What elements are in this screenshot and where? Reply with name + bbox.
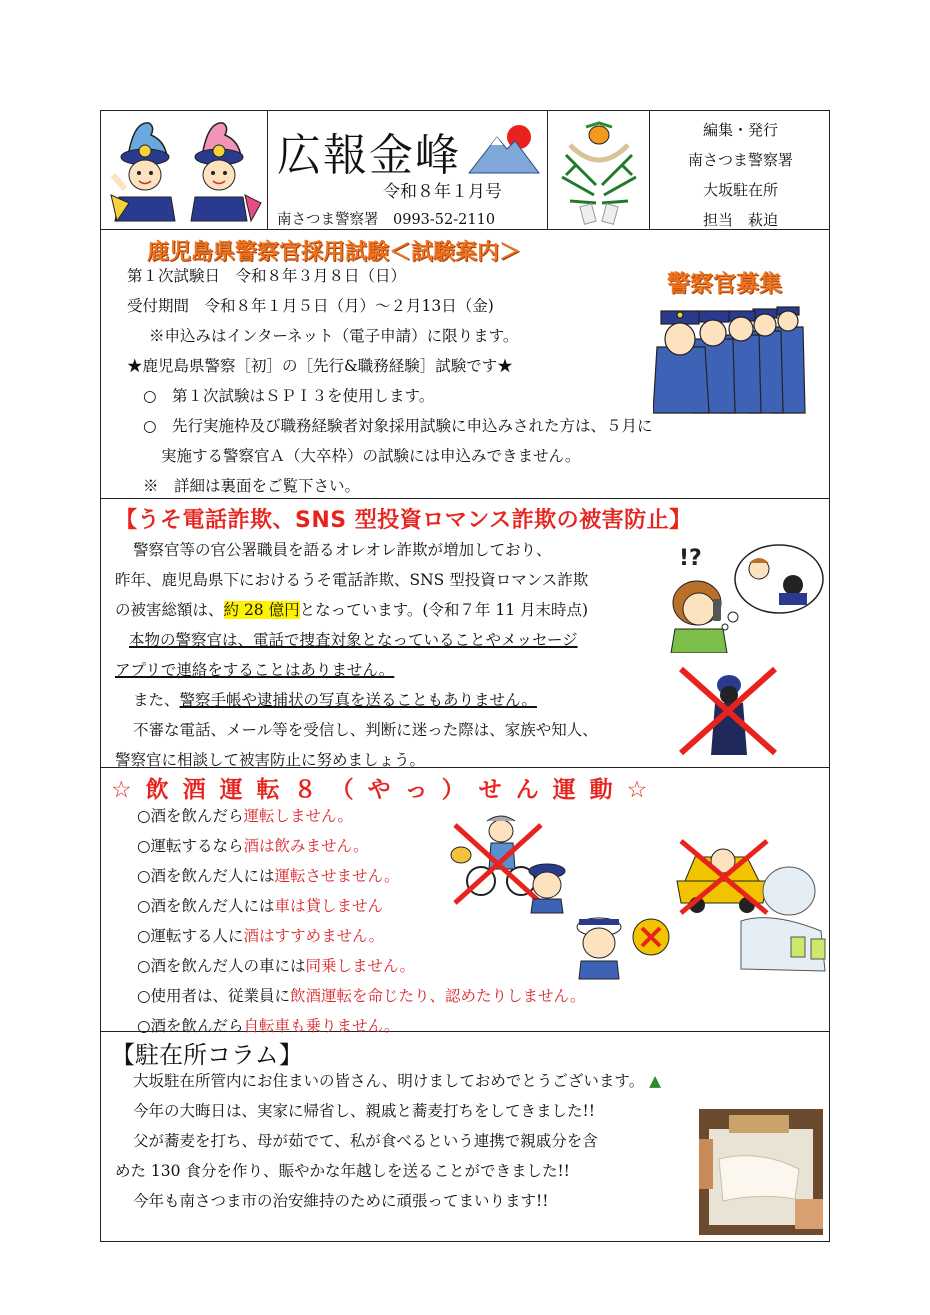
mountain-sunrise-icon [461,117,541,177]
fraud-line: 警察官等の官公署職員を語るオレオレ詐欺が増加しており、 [133,541,552,559]
rule-text: ○酒を飲んだら [137,1017,244,1035]
column-line: めた 130 食分を作り、賑やかな年越しを送ることができました!! [115,1162,570,1180]
recruit-heading: 鹿児島県警察官採用試験＜試験案内＞ [147,240,522,265]
drink-heading: ☆飲酒運転８（やっ）せん運動☆ [111,777,662,803]
recruit-line: 実施する警察官Ａ（大卒枠）の試験には申込みできません。 [161,447,581,465]
recruit-line: ※申込みはインターネット（電子申請）に限ります。 [149,327,519,345]
fraud-line [115,595,645,625]
rule-text: ○使用者は、従業員に [137,987,291,1005]
rule-emphasis: 同乗しません。 [305,957,415,975]
fraud-text: また、 [133,691,180,709]
rule-emphasis: 酒はすすめません。 [243,927,385,945]
rule-text: ○酒を飲んだ人の車には [137,957,306,975]
publisher-line: 南さつま警察署 [687,151,793,169]
rule-text: ○運転する人に [137,927,244,945]
fraud-line: 警察官に相談して被害防止に努めましょう。 [115,751,426,769]
fake-officer-crossed-icon [677,665,779,757]
fraud-warning-underlined: 本物の警察官は、電話で捜査対象となっていることやメッセージ [129,631,578,649]
recruit-badge: 警察官募集 [667,271,782,297]
publisher-line: 編集・発行 [702,121,778,139]
publisher-info [650,115,831,235]
fraud-text: となっています。(令和７年 11 月末時点) [299,601,589,619]
drink-rule [137,981,585,1011]
column-text: 大坂駐在所管内にお住まいの皆さん、明けましておめでとうございます。 [133,1072,645,1090]
fraud-text: の被害総額は、 [115,601,224,619]
rule-text: ○酒を飲んだら [137,807,244,825]
issue-label: 令和８年１月号 [383,182,502,202]
fraud-line: 不審な電話、メール等を受信し、判断に迷った際は、家族や知人、 [133,721,598,739]
column-heading: 【駐在所コラム】 [111,1041,303,1069]
soba-making-photo [699,1109,823,1235]
rule-text: ○酒を飲んだ人には [137,867,275,885]
newsletter-frame [100,110,830,1242]
fraud-heading: 【うそ電話詐欺、SNS 型投資ロマンス詐欺の被害防止】 [115,508,692,533]
exclaim-text: !? [679,546,702,571]
recruit-line: 受付期間 令和８年１月５日（月）～２月13日（金) [127,297,494,315]
recruit-line: ○ 第１次試験はＳＰＩ３を使用します。 [143,387,435,405]
publisher-line: 大坂駐在所 [702,181,778,199]
kadomatsu-small-icon: ▲ [649,1072,662,1090]
station-contact: 南さつま警察署 0993-52-2110 [277,212,496,228]
recruit-body [127,261,727,501]
rule-text: ○酒を飲んだ人には [137,897,275,915]
rule-emphasis: 運転させません。 [274,867,400,885]
fraud-body [115,535,645,775]
rule-text: ○運転するなら [137,837,244,855]
mascot-illustration [105,117,263,225]
divider [267,111,268,229]
divider [547,111,548,229]
fraud-line: 昨年、鹿児島県下におけるうそ電話詐欺、SNS 型投資ロマンス詐欺 [115,571,589,589]
drunk-driving-illustrations [441,811,831,981]
fraud-warning-underlined: アプリで連絡をすることはありません。 [115,661,395,679]
publisher-line: 担当 萩迫 [702,211,778,229]
column-line: 今年も南さつま市の治安維持のために頑張ってまいります!! [133,1192,549,1210]
rule-emphasis: 酒は飲みません。 [243,837,369,855]
column-line: 父が蕎麦を打ち、母が茹でて、私が食べるという連携で親戚分を含 [133,1132,598,1150]
recruit-line: ★鹿児島県警察［初］の［先行&職務経験］試験です★ [127,357,513,375]
rule-emphasis: 飲酒運転を命じたり、認めたりしません。 [290,987,586,1005]
rule-emphasis: 自転車も乗りません。 [243,1017,400,1035]
damage-amount-highlight: 約 28 億円 [223,601,300,619]
newsletter-title: 広報金峰 [277,130,461,181]
phone-scam-illustration [661,539,827,653]
recruit-line: 第１次試験日 令和８年３月８日（日） [127,267,407,285]
recruit-line: ※ 詳細は裏面をご覧下さい。 [143,477,361,495]
fraud-warning-underlined: 警察手帳や逮捕状の写真を送ることもありません。 [179,691,537,709]
kadomatsu-decoration-icon [556,115,642,225]
rule-emphasis: 運転しません。 [243,807,353,825]
rule-emphasis: 車は貸しません [274,897,384,915]
fraud-line [115,685,645,715]
column-line [115,1066,805,1096]
column-line: 今年の大晦日は、実家に帰省し、親戚と蕎麦打ちをしてきました!! [133,1102,595,1120]
recruit-line: ○ 先行実施枠及び職務経験者対象採用試験に申込みされた方は、５月に [143,417,653,435]
